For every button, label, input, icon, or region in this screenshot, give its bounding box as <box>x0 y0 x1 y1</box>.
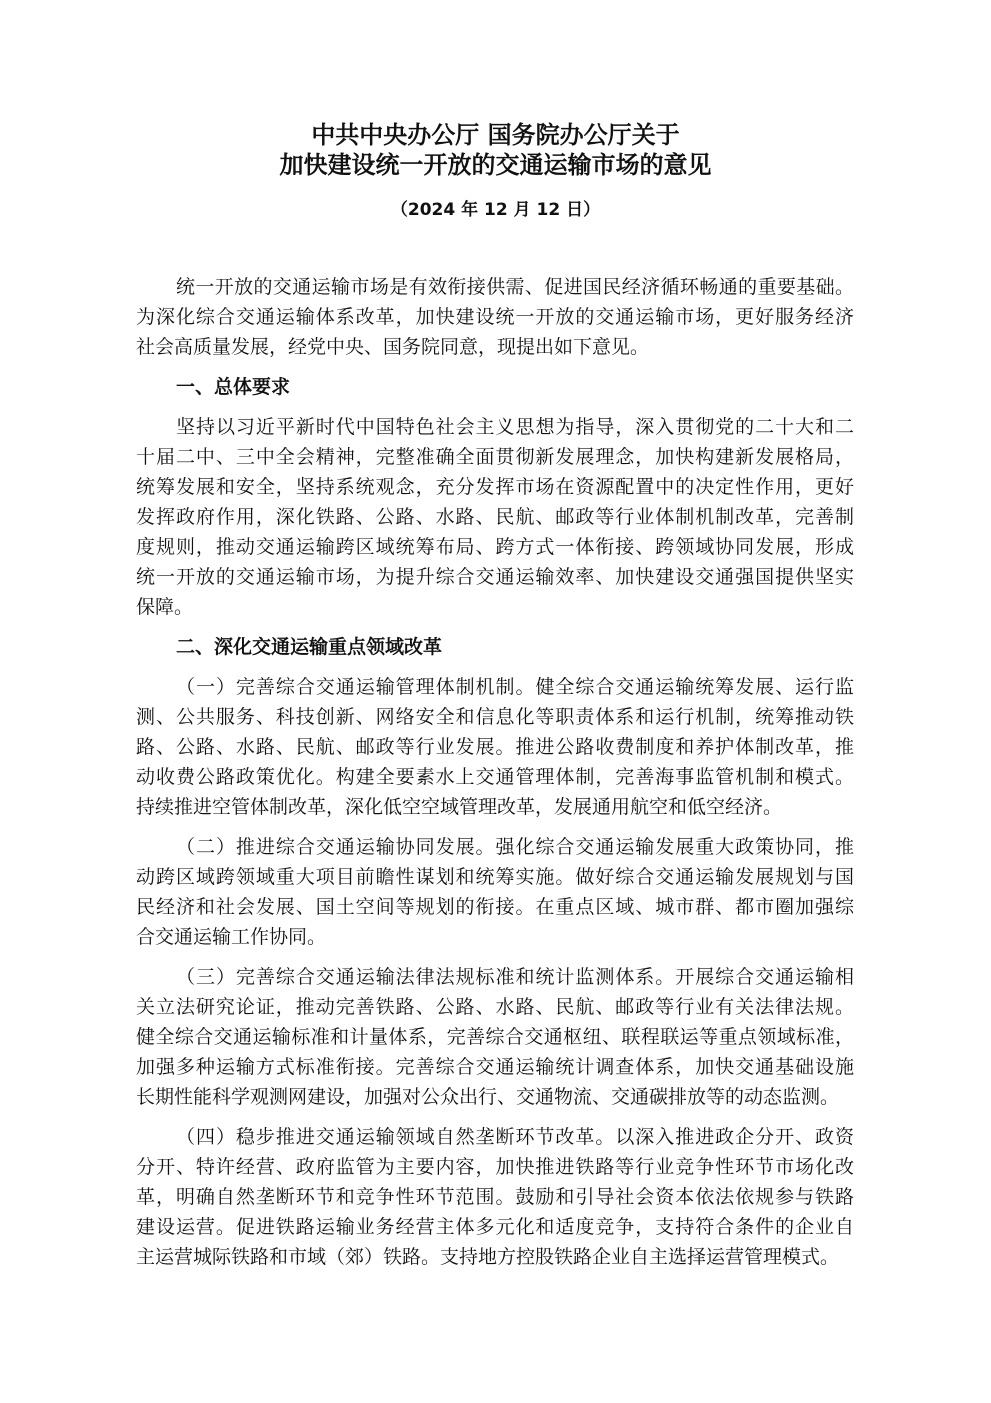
text-line: 路、公路、水路、民航、邮政等行业发展。推进公路收费制度和养护体制改革，推 <box>136 736 854 758</box>
text-line: 主运营城际铁路和市域（郊）铁路。支持地方控股铁路企业自主选择运营管理模式。 <box>136 1246 840 1268</box>
text-line: （四）稳步推进交通运输领域自然垄断环节改革。以深入推进政企分开、政资 <box>176 1126 854 1148</box>
text-line: 关立法研究论证，推动完善铁路、公路、水路、民航、邮政等行业有关法律法规。 <box>136 996 854 1018</box>
text-line: 统一开放的交通运输市场，为提升综合交通运输效率、加快建设交通强国提供坚实 <box>136 566 854 588</box>
text-line: （一）完善综合交通运输管理体制机制。健全综合交通运输统筹发展、运行监 <box>176 676 854 698</box>
text-line: 革，明确自然垄断环节和竞争性环节范围。鼓励和引导社会资本依法依规参与铁路 <box>136 1186 854 1208</box>
document-title-line-2: 加快建设统一开放的交通运输市场的意见 <box>279 151 712 179</box>
text-line: 合交通运输工作协同。 <box>136 926 327 948</box>
text-line: 持续推进空管体制改革，深化低空空域管理改革，发展通用航空和低空经济。 <box>136 796 783 818</box>
text-line: 长期性能科学观测网建设，加强对公众出行、交通物流、交通碳排放等的动态监测。 <box>136 1086 840 1108</box>
document-title-line-1: 中共中央办公厅 国务院办公厅关于 <box>311 121 680 149</box>
paragraph <box>136 272 854 362</box>
text-line: 十届二中、三中全会精神，完整准确全面贯彻新发展理念，加快构建新发展格局， <box>136 446 854 468</box>
text-line: 健全综合交通运输标准和计量体系，完善综合交通枢纽、联程联运等重点领域标准， <box>136 1026 854 1048</box>
text-line: （三）完善综合交通运输法律法规标准和统计监测体系。开展综合交通运输相 <box>176 966 854 988</box>
text-line: 民经济和社会发展、国土空间等规划的衔接。在重点区域、城市群、都市圈加强综 <box>136 896 854 918</box>
text-line: 统筹发展和安全，坚持系统观念，充分发挥市场在资源配置中的决定性作用，更好 <box>136 476 854 498</box>
paragraph <box>136 832 854 952</box>
paragraph <box>136 962 854 1112</box>
text-line: 为深化综合交通运输体系改革，加快建设统一开放的交通运输市场，更好服务经济 <box>136 306 854 328</box>
text-line: 坚持以习近平新时代中国特色社会主义思想为指导，深入贯彻党的二十大和二 <box>176 416 854 438</box>
text-line: （二）推进综合交通运输协同发展。强化综合交通运输发展重大政策协同，推 <box>176 836 854 858</box>
text-line: 保障。 <box>136 596 194 618</box>
document-date: （2024 年 12 月 12 日） <box>390 200 601 220</box>
text-line: 一、总体要求 <box>176 376 291 398</box>
text-line: 二、深化交通运输重点领域改革 <box>176 636 443 658</box>
paragraph <box>136 672 854 822</box>
text-line: 度规则，推动交通运输跨区域统筹布局、跨方式一体衔接、跨领域协同发展，形成 <box>136 536 854 558</box>
section-heading <box>136 372 854 402</box>
text-line: 分开、特许经营、政府监管为主要内容，加快推进铁路等行业竞争性环节市场化改 <box>136 1156 854 1178</box>
text-line: 建设运营。促进铁路运输业务经营主体多元化和适度竞争，支持符合条件的企业自 <box>136 1216 854 1238</box>
paragraph <box>136 412 854 622</box>
section-heading <box>136 632 854 662</box>
paragraph <box>136 1122 854 1272</box>
text-line: 测、公共服务、科技创新、网络安全和信息化等职责体系和运行机制，统筹推动铁 <box>136 706 854 728</box>
text-line: 动收费公路政策优化。构建全要素水上交通管理体制，完善海事监管机制和模式。 <box>136 766 854 788</box>
text-line: 社会高质量发展，经党中央、国务院同意，现提出如下意见。 <box>136 336 650 358</box>
document-body <box>136 272 854 1282</box>
text-line: 加强多种运输方式标准衔接。完善综合交通运输统计调查体系，加快交通基础设施 <box>136 1056 854 1078</box>
text-line: 动跨区域跨领域重大项目前瞻性谋划和统筹实施。做好综合交通运输发展规划与国 <box>136 866 854 888</box>
text-line: 发挥政府作用，深化铁路、公路、水路、民航、邮政等行业体制机制改革，完善制 <box>136 506 854 528</box>
text-line: 统一开放的交通运输市场是有效衔接供需、促进国民经济循环畅通的重要基础。 <box>176 276 854 298</box>
